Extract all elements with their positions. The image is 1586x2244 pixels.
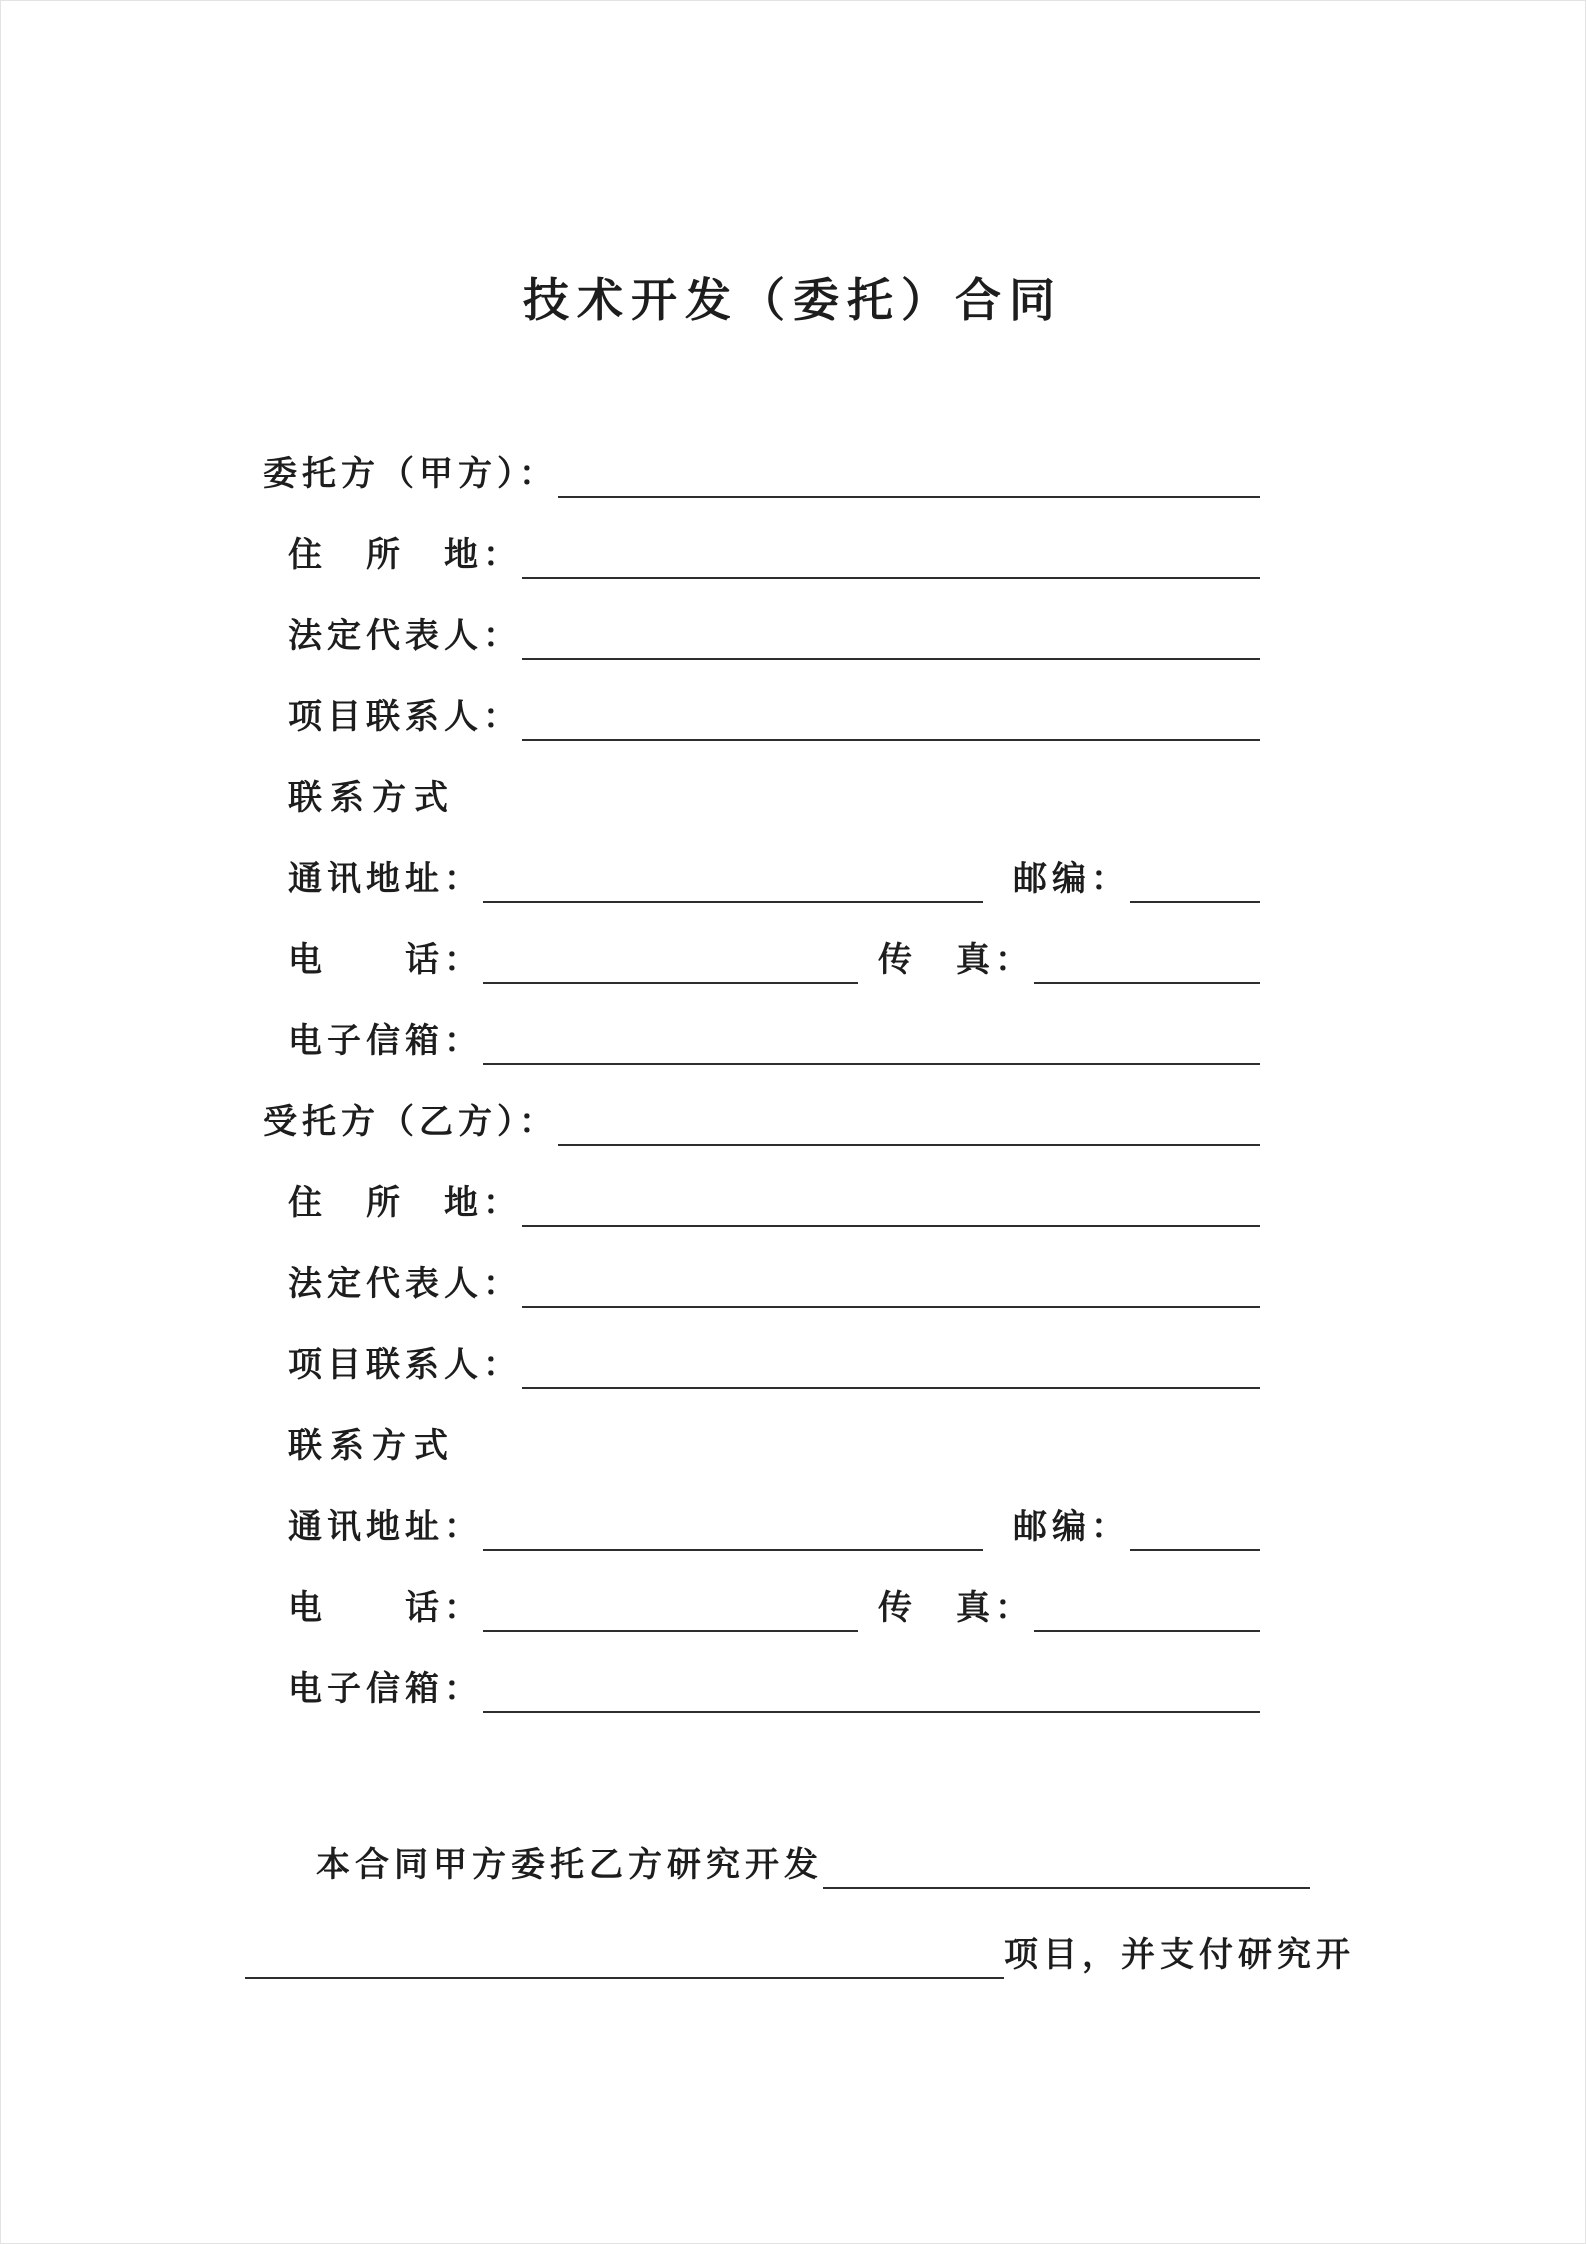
party-b-project-contact-field[interactable] bbox=[522, 1339, 1260, 1389]
contract-header-form bbox=[1, 448, 1585, 1713]
party-a-name-label: 委托方（甲方）： bbox=[263, 455, 558, 494]
party-a-legal-rep-row bbox=[1, 610, 1585, 660]
party-b-email-row bbox=[1, 1663, 1585, 1713]
party-a-address-field[interactable] bbox=[522, 529, 1260, 579]
party-a-contact-method-label: 联系方式 bbox=[288, 779, 456, 818]
party-b-name-row bbox=[1, 1096, 1585, 1146]
party-b-phone-row bbox=[1, 1582, 1585, 1632]
party-b-address-label: 住 所 地： bbox=[288, 1184, 522, 1223]
party-a-legal-rep-label: 法定代表人： bbox=[288, 617, 522, 656]
party-b-legal-rep-field[interactable] bbox=[522, 1258, 1260, 1308]
party-a-email-label: 电子信箱： bbox=[288, 1022, 483, 1061]
party-b-mailing-address-row bbox=[1, 1501, 1585, 1551]
party-b-fax-field[interactable] bbox=[1034, 1582, 1260, 1632]
party-b-fax-label: 传 真： bbox=[878, 1589, 1034, 1628]
party-b-phone-field[interactable] bbox=[483, 1582, 858, 1632]
party-b-mailing-address-label: 通讯地址： bbox=[288, 1508, 483, 1547]
party-a-email-field[interactable] bbox=[483, 1015, 1260, 1065]
party-b-zip-field[interactable] bbox=[1130, 1501, 1260, 1551]
opening-clause-line-2 bbox=[1, 1923, 1585, 1979]
opening-clause-intro-text: 本合同甲方委托乙方研究开发 bbox=[316, 1846, 823, 1885]
party-a-mailing-address-row bbox=[1, 853, 1585, 903]
party-b-email-label: 电子信箱： bbox=[288, 1670, 483, 1709]
party-a-email-row bbox=[1, 1015, 1585, 1065]
party-a-contact-method-row bbox=[1, 772, 1585, 822]
party-b-legal-rep-row bbox=[1, 1258, 1585, 1308]
party-b-contact-method-row bbox=[1, 1420, 1585, 1470]
project-name-field-line-2[interactable] bbox=[245, 1923, 1004, 1979]
opening-clause-line-1 bbox=[1, 1833, 1585, 1889]
party-a-fax-label: 传 真： bbox=[878, 941, 1034, 980]
party-b-email-field[interactable] bbox=[483, 1663, 1260, 1713]
party-a-address-label: 住 所 地： bbox=[288, 536, 522, 575]
opening-clause-continuation-text: 项目，并支付研究开 bbox=[1004, 1936, 1355, 1975]
party-a-fax-field[interactable] bbox=[1034, 934, 1260, 984]
party-a-project-contact-row bbox=[1, 691, 1585, 741]
party-a-name-field[interactable] bbox=[558, 448, 1260, 498]
party-a-mailing-address-label: 通讯地址： bbox=[288, 860, 483, 899]
party-a-name-row bbox=[1, 448, 1585, 498]
party-b-legal-rep-label: 法定代表人： bbox=[288, 1265, 522, 1304]
party-b-mailing-address-field[interactable] bbox=[483, 1501, 983, 1551]
party-a-mailing-address-field[interactable] bbox=[483, 853, 983, 903]
party-a-phone-row bbox=[1, 934, 1585, 984]
party-b-project-contact-label: 项目联系人： bbox=[288, 1346, 522, 1385]
party-a-project-contact-field[interactable] bbox=[522, 691, 1260, 741]
party-b-project-contact-row bbox=[1, 1339, 1585, 1389]
party-b-address-row bbox=[1, 1177, 1585, 1227]
party-a-address-row bbox=[1, 529, 1585, 579]
party-b-contact-method-label: 联系方式 bbox=[288, 1427, 456, 1466]
party-a-zip-label: 邮编： bbox=[1013, 860, 1130, 899]
party-a-zip-field[interactable] bbox=[1130, 853, 1260, 903]
party-a-project-contact-label: 项目联系人： bbox=[288, 698, 522, 737]
party-a-phone-field[interactable] bbox=[483, 934, 858, 984]
party-a-legal-rep-field[interactable] bbox=[522, 610, 1260, 660]
opening-clause bbox=[1, 1833, 1585, 1979]
party-b-zip-label: 邮编： bbox=[1013, 1508, 1130, 1547]
project-name-field-line-1[interactable] bbox=[823, 1833, 1310, 1889]
party-b-name-label: 受托方（乙方）： bbox=[263, 1103, 558, 1142]
document-title: 技术开发（委托）合同 bbox=[523, 274, 1063, 326]
party-a-phone-label: 电 话： bbox=[288, 941, 483, 980]
party-b-address-field[interactable] bbox=[522, 1177, 1260, 1227]
party-b-phone-label: 电 话： bbox=[288, 1589, 483, 1628]
party-b-name-field[interactable] bbox=[558, 1096, 1260, 1146]
